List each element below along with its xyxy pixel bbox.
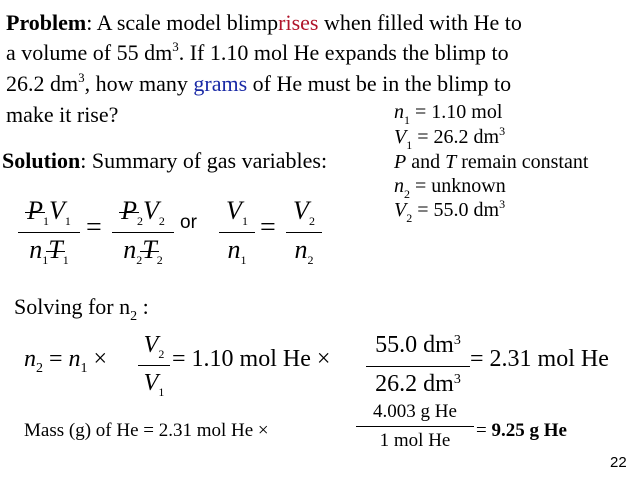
fraction-p1v1-n1t1: $P_1V_1$ $n_1T_1$	[18, 196, 80, 269]
fraction-v2-v1: $V_2$ $V_1$	[138, 330, 170, 401]
grams-word: grams	[193, 71, 248, 96]
fraction-volumes: 55.0 $dm^3$ 26.2 $dm^3$	[366, 330, 470, 403]
fraction-p2v2-n2t2: $P_2V_2$ $n_2T_2$	[112, 196, 174, 269]
problem-line-1: Problem: A scale model blimprises when filled with He to	[6, 10, 522, 35]
mass-answer: 9.25 g He	[491, 420, 567, 441]
fraction-v2-n2: $V_2$ $n_2$	[286, 196, 322, 269]
equals-sign-2: =	[260, 212, 276, 243]
equals-sign-1: =	[86, 212, 102, 243]
problem-label: Problem	[6, 10, 87, 35]
solving-line: Solving for $n_2$ :	[14, 294, 149, 324]
var-n1: $n_1 = 1.10$ mol	[394, 101, 503, 127]
solution-line: Solution: Summary of gas variables:	[2, 148, 328, 173]
equation-n2-mid: = 1.10 mol He ×	[172, 346, 331, 372]
var-v1: $V_1 = 26.2$ $dm^3$	[394, 124, 506, 152]
solution-label: Solution	[2, 148, 81, 173]
fraction-v1-n1: $V_1$ $n_1$	[219, 196, 255, 269]
rises-word: rises	[278, 10, 319, 35]
page-number: 22	[610, 454, 627, 471]
fraction-molar-mass: 4.003 g He 1 mol He	[356, 400, 474, 453]
problem-line-3: 26.2 $dm^3$, how many grams of He must be in the blimp to	[6, 70, 512, 96]
equation-n2-result: = 2.31 mol He	[470, 346, 609, 372]
problem-line-2: a volume of 55 $dm^3$. If 1.10 mol He expands the blimp to	[6, 39, 509, 65]
var-pt-constant: P and T remain constant	[394, 151, 589, 173]
var-v2: $V_2 = 55.0$ $dm^3$	[394, 197, 506, 225]
mass-lhs: Mass (g) of He = 2.31 mol He ×	[24, 420, 269, 441]
mass-result: = 9.25 g He	[476, 420, 567, 441]
problem-line-4: make it rise?	[6, 102, 119, 127]
or-word: or	[180, 212, 197, 233]
equation-n2-lhs: $n_2 = n_1$ ×	[24, 346, 108, 376]
var-n2: $n_2$ = unknown	[394, 175, 506, 201]
